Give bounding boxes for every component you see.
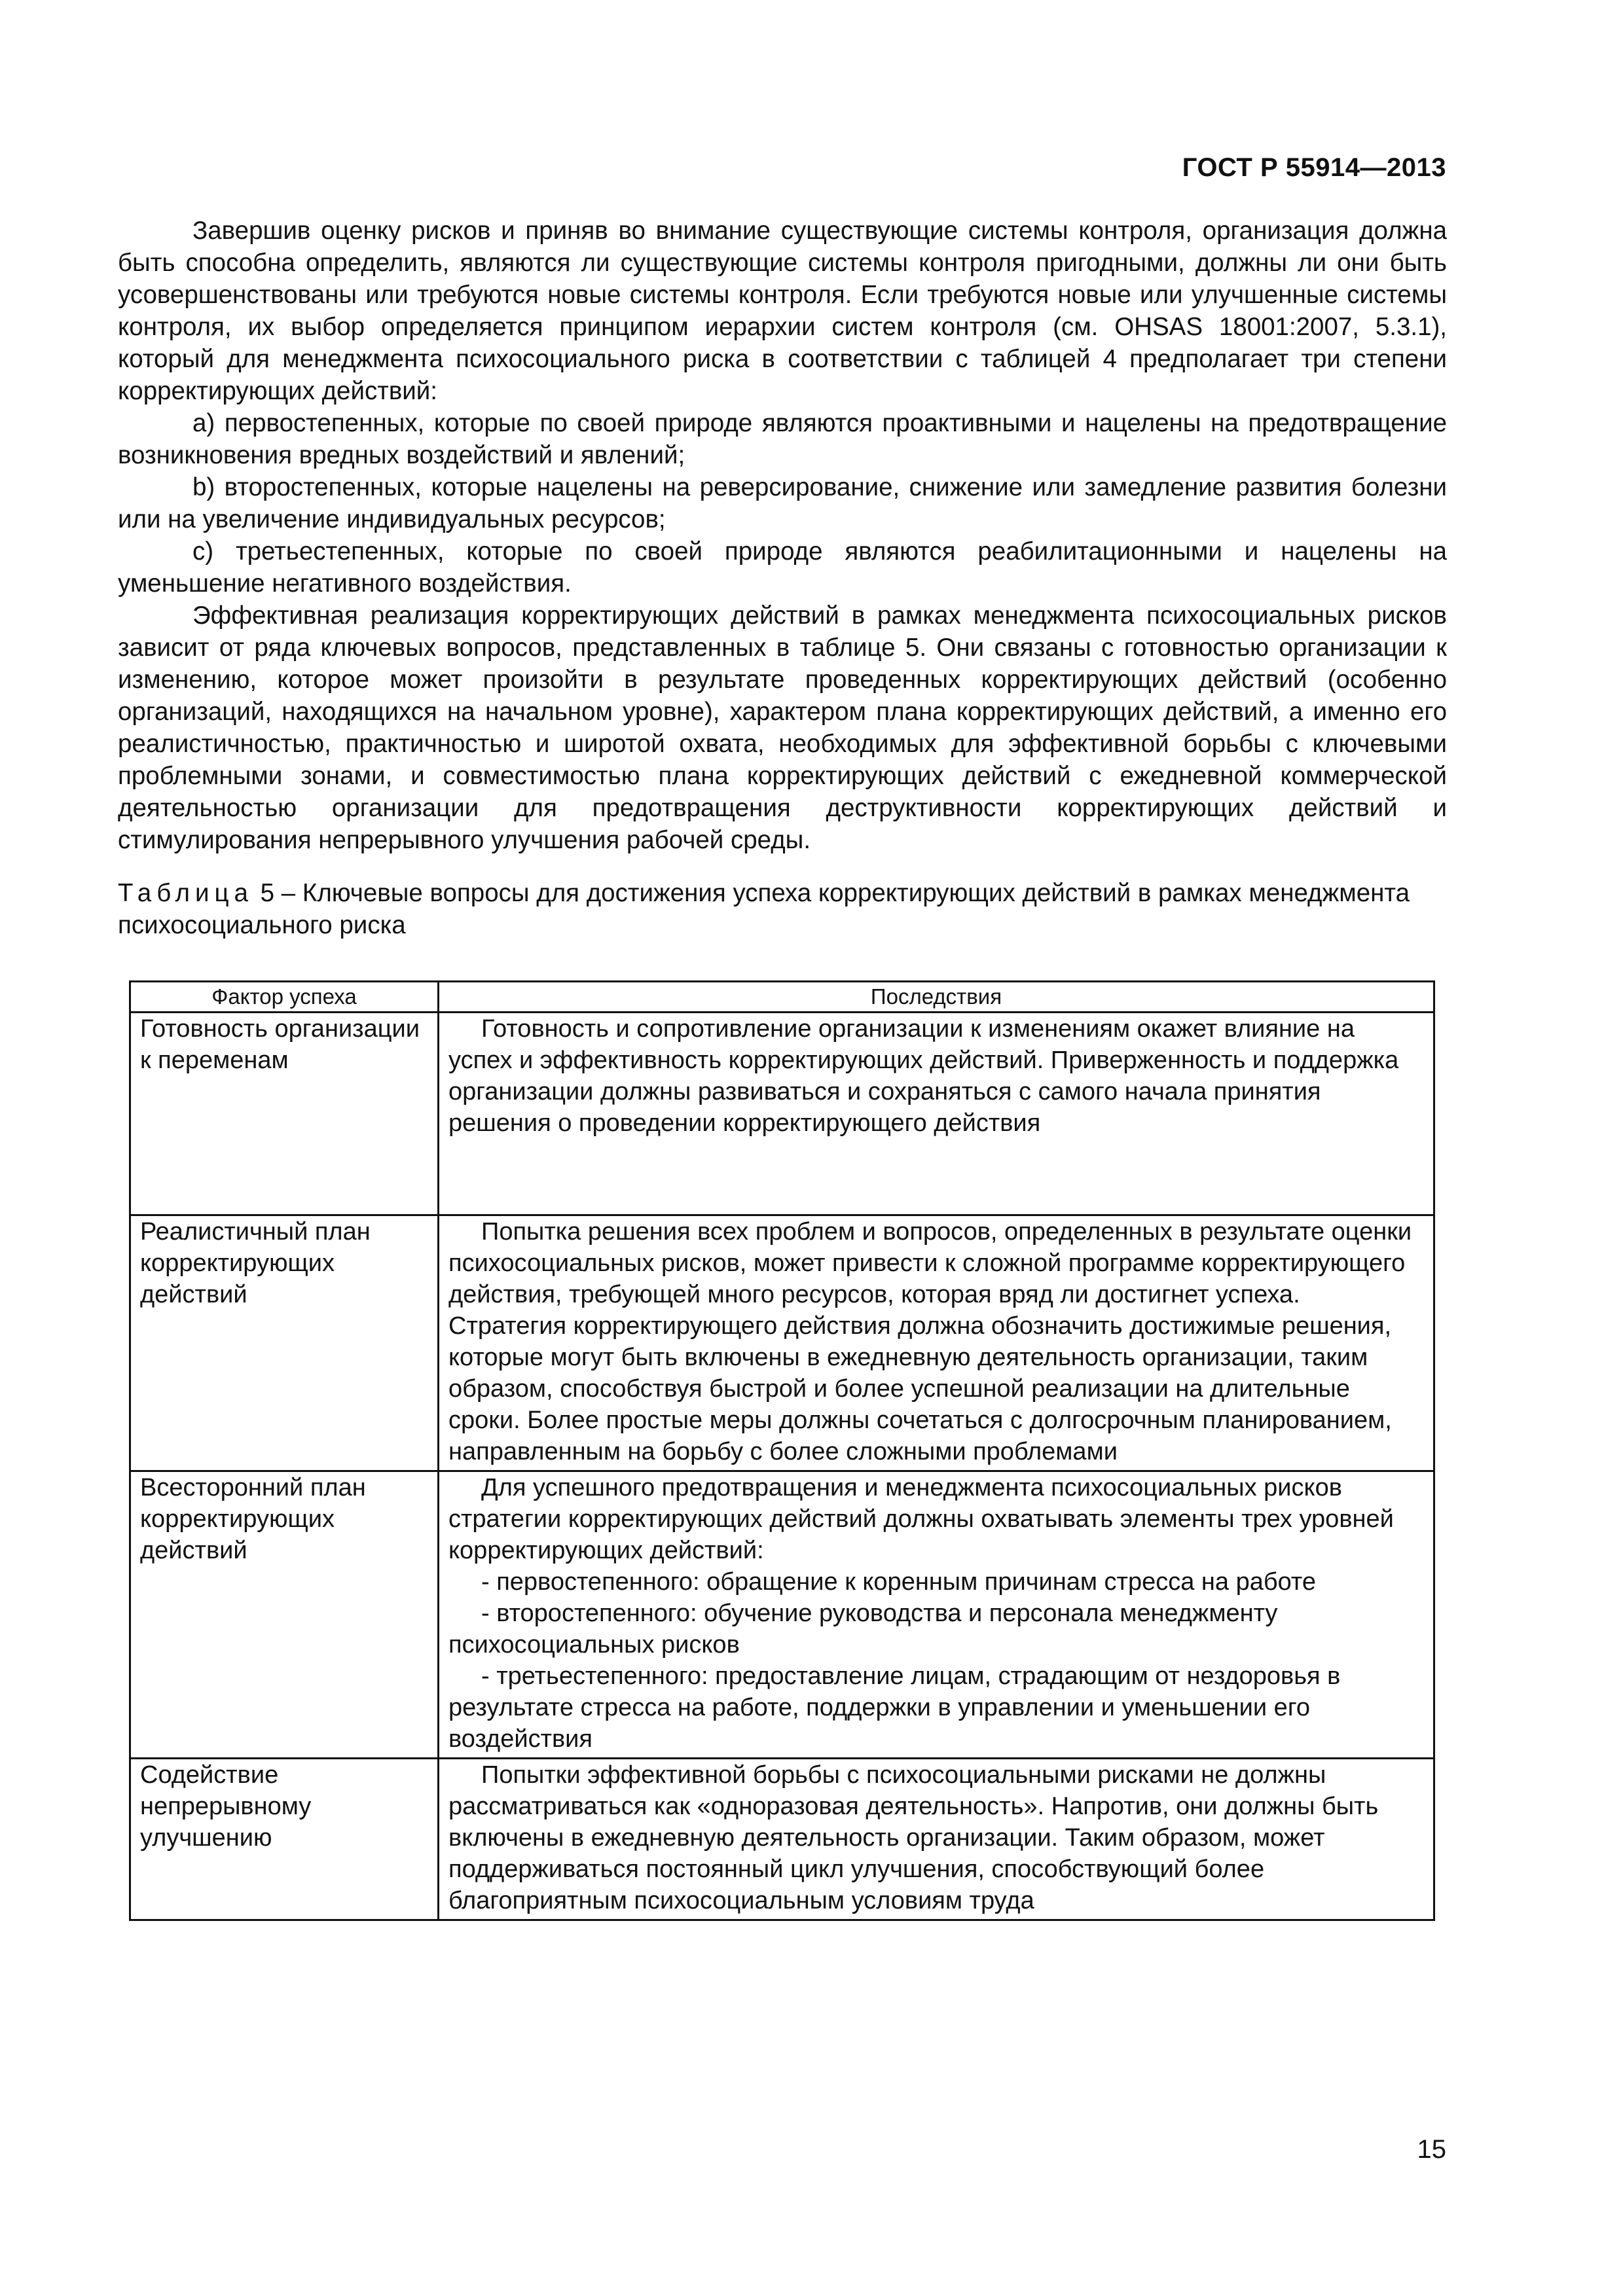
table-row	[130, 1759, 1434, 1920]
table-caption-text: 5 – Ключевые вопросы для достижения успеха корректирующих действий в рамках менеджмента психосоциального риска	[118, 879, 1410, 939]
consequence-cell	[439, 1013, 1434, 1215]
factor-label: Содействие непрерывному улучшению	[140, 1761, 312, 1852]
consequence-text: Попытки эффективной борьбы с психосоциальными рисками не должны рассматриваться как «одноразовая деятельность». Напротив, они должны быть включены в ежедневную деятельность организации. Таким образом, может поддерживаться постоянный цикл улучшения, способствующий более благоприятным психосоциальным условиям труда	[448, 1761, 1379, 1914]
body-text	[118, 215, 1447, 856]
column-header-consequence: Последствия	[439, 982, 1434, 1013]
factor-label: Готовность организации к переменам	[140, 1015, 420, 1074]
factor-cell	[130, 1471, 439, 1759]
list-item-b: b) второстепенных, которые нацелены на реверсирование, снижение или замедление развития болезни или на увеличение индивидуальных ресурсов;	[118, 473, 1447, 533]
consequence-cell	[439, 1471, 1434, 1759]
table-caption-label: Таблица	[118, 879, 253, 907]
table-caption	[118, 877, 1427, 941]
table-row	[130, 1215, 1434, 1471]
factor-label: Всесторонний план корректирующих действий	[140, 1474, 366, 1564]
factor-cell	[130, 1013, 439, 1215]
column-header-factor: Фактор успеха	[130, 982, 439, 1013]
consequence-cell	[439, 1759, 1434, 1920]
consequence-text: Попытка решения всех проблем и вопросов, определенных в результате оценки психосоциальных рисков, может привести к сложной программе корректирующего действия, требующей много ресурсов, которая вряд ли достигнет успеха. Стратегия корректирующего действия должна обозначить достижимые решения, которые могут быть включены в ежедневную деятельность организации, таким образом, способствуя быстрой и более успешной реализации на длительные сроки. Более простые меры должны сочетаться с долгосрочным планированием, направленным на борьбу с более сложными проблемами	[448, 1218, 1412, 1465]
factor-cell	[130, 1759, 439, 1920]
list-item-a: a) первостепенных, которые по своей природе являются проактивными и нацелены на предотвращение возникновения вредных воздействий и явлений;	[118, 409, 1447, 469]
consequence-list-item: - первостепенного: обращение к коренным причинам стресса на работе	[481, 1568, 1317, 1596]
table-row	[130, 1471, 1434, 1759]
paragraph: Эффективная реализация корректирующих действий в рамках менеджмента психосоциальных рисков зависит от ряда ключевых вопросов, представленных в таблице 5. Они связаны с готовностью организации к изменению, которое может произойти в результате проведенных корректирующих действий (особенно организаций, находящихся на начальном уровне), характером плана корректирующих действий, а именно его реалистичностью, практичностью и широтой охвата, необходимых для эффективной борьбы с ключевыми проблемными зонами, и совместимостью плана корректирующих действий с ежедневной коммерческой деятельностью организации для предотвращения деструктивности корректирующих действий и стимулирования непрерывного улучшения рабочей среды.	[118, 601, 1447, 854]
page-number: 15	[1417, 2135, 1446, 2164]
list-item-c: c) третьестепенных, которые по своей природе являются реабилитационными и нацелены на уменьшение негативного воздействия.	[118, 537, 1447, 598]
consequence-cell	[439, 1215, 1434, 1471]
consequence-text: Для успешного предотвращения и менеджмента психосоциальных рисков стратегии корректирующих действий должны охватывать элементы трех уровней корректирующих действий:	[448, 1474, 1394, 1564]
table-row	[130, 1013, 1434, 1215]
factor-label: Реалистичный план корректирующих действий	[140, 1218, 371, 1308]
factor-cell	[130, 1215, 439, 1471]
consequence-list-item: - второстепенного: обучение руководства и персонала менеджменту психосоциальных рисков	[448, 1600, 1278, 1659]
consequence-list-item: - третьестепенного: предоставление лицам, страдающим от нездоровья в результате стресса на работе, поддержки в управлении и уменьшении его воздействия	[448, 1662, 1341, 1753]
paragraph: Завершив оценку рисков и приняв во внимание существующие системы контроля, организация должна быть способна определить, являются ли существующие системы контроля пригодными, должны ли они быть усовершенствованы или требуются новые системы контроля. Если требуются новые или улучшенные системы контроля, их выбор определяется принципом иерархии систем контроля (см. OHSAS 18001:2007, 5.3.1), который для менеджмента психосоциального риска в соответствии с таблицей 4 предполагает три степени корректирующих действий:	[118, 217, 1447, 405]
document-header: ГОСТ Р 55914—2013	[1182, 153, 1446, 182]
consequence-text: Готовность и сопротивление организации к изменениям окажет влияние на успех и эффективность корректирующих действий. Приверженность и поддержка организации должны развиваться и сохраняться с самого начала принятия решения о проведении корректирующего действия	[448, 1015, 1399, 1137]
table-header-row	[130, 982, 1434, 1013]
success-factors-table	[129, 980, 1435, 1921]
